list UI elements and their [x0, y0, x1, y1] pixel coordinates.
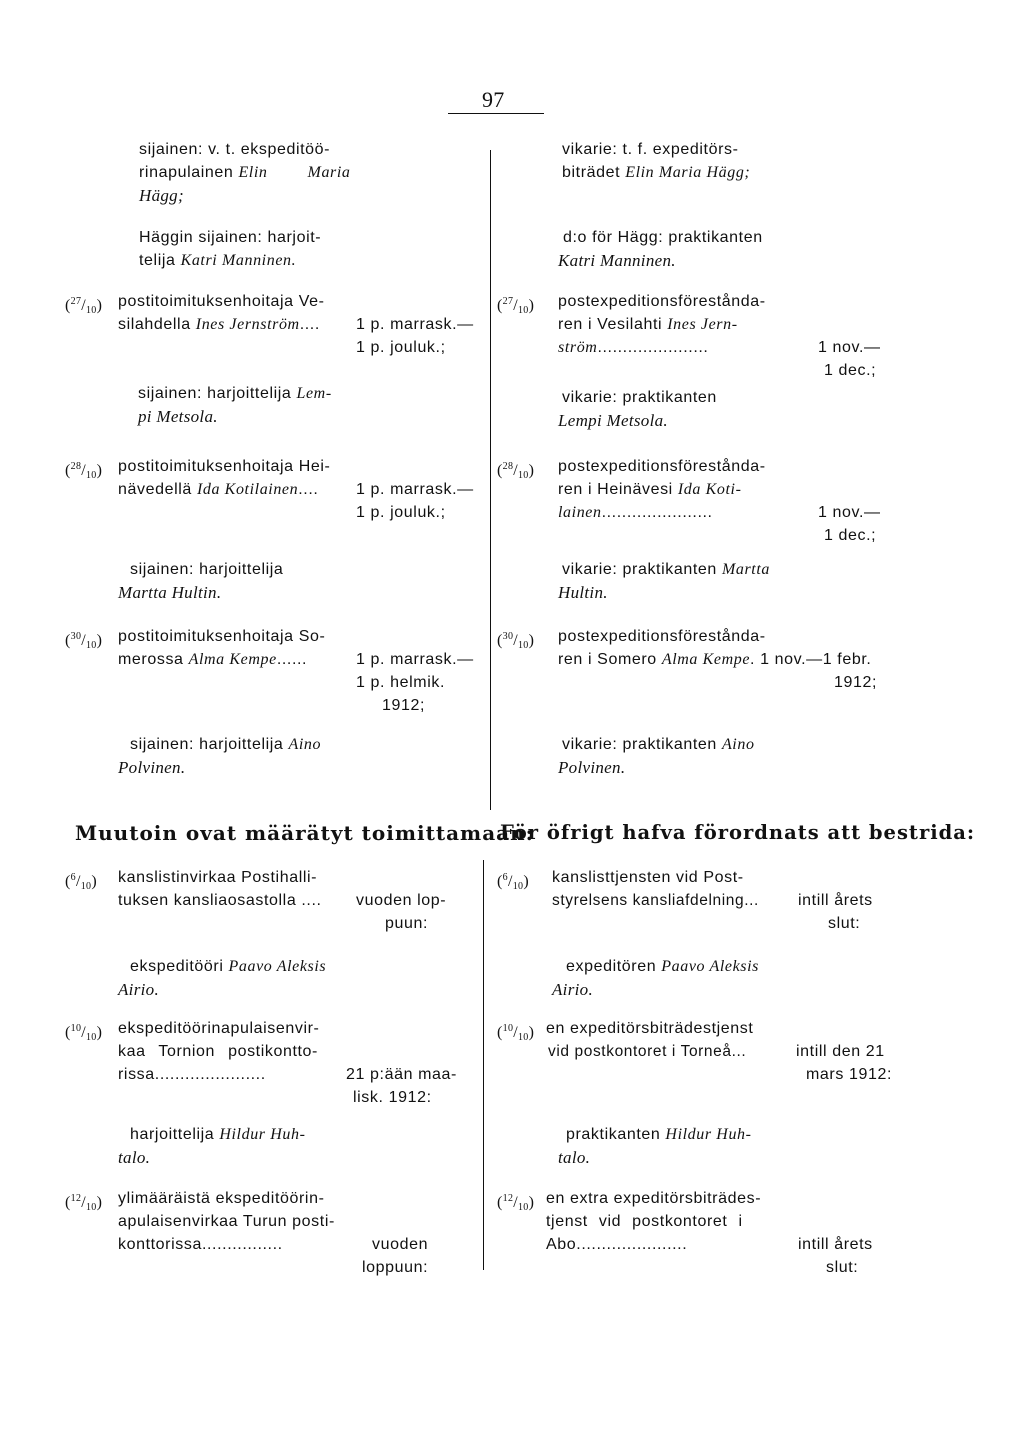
- sv-entry-line: kanslisttjensten vid Post-: [552, 869, 744, 886]
- person-name: Katri Manninen.: [558, 251, 676, 270]
- text: konttorissa: [118, 1236, 202, 1253]
- person-name: Aino: [288, 736, 322, 753]
- sv-substitute-line: [562, 733, 755, 756]
- sv-entry-line: vid postkontoret i Torneå...: [548, 1043, 747, 1060]
- leader-dots: ......: [276, 651, 308, 668]
- entry-date-fraction: $(^{12}/_{10})$: [497, 1193, 535, 1213]
- sv-period: 1 dec.;: [824, 362, 877, 379]
- sv-entry-line: tjenst vid postkontoret i: [546, 1213, 743, 1230]
- person-name: Paavo Aleksis: [661, 958, 759, 975]
- leader-dots: ................: [201, 1236, 283, 1253]
- sv-period: 1 dec.;: [824, 527, 877, 544]
- person-name: Elin Maria Hägg;: [625, 164, 751, 181]
- text: merossa: [118, 651, 189, 668]
- person-name: Hultin.: [558, 583, 608, 602]
- sv-substitute-line: [562, 558, 770, 581]
- sv-period: slut:: [828, 915, 861, 932]
- person-name: Ida Kotilainen: [196, 481, 299, 498]
- sv-period: slut:: [826, 1259, 859, 1276]
- fi-entry-line: postitoimituksenhoitaja Hei-: [118, 458, 331, 475]
- entry-date-fraction: $(^{10}/_{10})$: [65, 1023, 103, 1043]
- text: silahdella: [118, 316, 196, 333]
- fi-period: vuoden lop-: [356, 892, 447, 909]
- sv-entry-line: [558, 648, 871, 671]
- sv-appointee-line: [566, 1123, 752, 1146]
- person-name: Airio.: [552, 980, 593, 999]
- fi-entry-line: kanslistinvirkaa Postihalli-: [118, 869, 318, 886]
- fi-period: 1 p. helmik.: [356, 674, 446, 691]
- fi-substitute-line: [130, 558, 283, 581]
- text: sijainen: harjoittelija: [138, 385, 297, 402]
- person-name: Katri Manninen.: [180, 252, 297, 269]
- person-name: Maria: [307, 164, 351, 181]
- entry-date-fraction: $(^6/_{10})$: [497, 872, 529, 892]
- fi-entry-line: postitoimituksenhoitaja Ve-: [118, 293, 325, 310]
- fi-period: puun:: [385, 915, 429, 932]
- sv-period: 1912;: [834, 674, 878, 691]
- fi-period: vuoden: [372, 1236, 429, 1253]
- person-name: Paavo Aleksis: [228, 958, 327, 975]
- person-name: talo.: [118, 1148, 151, 1167]
- text: sijainen: harjoittelija: [130, 561, 284, 578]
- sv-period: 1 nov.—: [818, 339, 881, 356]
- text: sijainen: harjoittelija: [130, 736, 289, 753]
- leader-dots: ....: [299, 316, 320, 333]
- fi-entry-line: ylimääräistä ekspeditöörin-: [118, 1190, 325, 1207]
- text: rissa: [118, 1066, 155, 1083]
- sv-entry-line: [558, 478, 742, 501]
- person-name: Lem-: [296, 385, 332, 402]
- person-name: Hildur Huh-: [665, 1126, 752, 1143]
- sv-period: 1 nov.—: [818, 504, 881, 521]
- text: harjoittelija: [130, 1126, 220, 1143]
- text: Abo: [546, 1236, 577, 1253]
- fi-entry-line: [118, 313, 320, 336]
- fi-period: 1 p. marrask.—: [356, 481, 474, 498]
- text: ren i Somero: [558, 651, 662, 668]
- sv-entry-line: en extra expeditörsbiträdes-: [546, 1190, 762, 1207]
- entry-date-fraction: $(^{12}/_{10})$: [65, 1193, 103, 1213]
- fi-appointee-line: [130, 955, 326, 978]
- fi-entry-line: postitoimituksenhoitaja So-: [118, 628, 326, 645]
- fi-entry-line: [118, 648, 307, 671]
- person-name: Hägg;: [139, 186, 184, 205]
- leader-dots: ....: [298, 481, 319, 498]
- fi-period: 1 p. jouluk.;: [356, 339, 446, 356]
- fi-substitute-line: [139, 161, 351, 184]
- entry-date-fraction: $(^{30}/_{10})$: [65, 631, 103, 651]
- person-name: Elin: [238, 164, 268, 181]
- sv-period: intill årets: [798, 892, 873, 909]
- text: expeditören: [566, 958, 662, 975]
- fi-substitute-line: [138, 382, 332, 405]
- fi-appointee-line: [130, 1123, 306, 1146]
- person-name: talo.: [558, 1148, 591, 1167]
- fi-period: lisk. 1912:: [353, 1089, 432, 1106]
- sv-entry-line: [558, 501, 713, 524]
- sv-substitute-line: [562, 161, 750, 184]
- person-name: Ines Jernström: [195, 316, 300, 333]
- sv-period: intill den 21: [796, 1043, 885, 1060]
- column-divider-top: [490, 150, 491, 810]
- person-name: Lempi Metsola.: [558, 411, 668, 430]
- fi-entry-line: [118, 478, 318, 501]
- fi-entry-line: apulaisenvirkaa Turun posti-: [118, 1213, 335, 1230]
- text: vikarie: praktikanten: [562, 561, 722, 578]
- fi-entry-line: tuksen kansliaosastolla ....: [118, 892, 322, 909]
- sv-entry-line: postexpeditionsförestånda-: [558, 458, 766, 475]
- sv-entry-line: en expeditörsbiträdestjenst: [546, 1020, 754, 1037]
- text: praktikanten: [566, 1126, 666, 1143]
- fi-substitute-line: sijainen: v. t. ekspeditöö-: [139, 141, 331, 158]
- fi-entry-line: kaa Tornion postikontto-: [118, 1043, 318, 1060]
- person-name: Polvinen.: [558, 758, 626, 777]
- entry-date-fraction: $(^{28}/_{10})$: [497, 461, 535, 481]
- person-name: Martta: [721, 561, 770, 578]
- person-name: Ida Koti-: [677, 481, 742, 498]
- fi-section-heading: Muutoin ovat määrätyt toimittamaan:: [75, 821, 535, 845]
- person-name: Polvinen.: [118, 758, 186, 777]
- text: ekspeditööri: [130, 958, 229, 975]
- column-divider-bottom: [483, 860, 484, 1270]
- sv-entry-line: [558, 336, 708, 359]
- text: ren i Vesilahti: [558, 316, 668, 333]
- person-name: Airio.: [118, 980, 159, 999]
- entry-date-fraction: $(^6/_{10})$: [65, 872, 97, 892]
- text: vikarie: praktikanten: [562, 736, 722, 753]
- fi-entry-line: [118, 1063, 266, 1086]
- fi-entry-line: ekspeditöörinapulaisenvir-: [118, 1020, 320, 1037]
- text: ren i Heinävesi: [558, 481, 678, 498]
- fi-substitute-line: [139, 249, 296, 272]
- sv-period: intill årets: [798, 1236, 873, 1253]
- leader-dots: ......................: [597, 339, 709, 356]
- text: . 1 nov.—1 febr.: [750, 651, 872, 668]
- text: biträdet: [562, 164, 626, 181]
- entry-date-fraction: $(^{27}/_{10})$: [497, 296, 535, 316]
- sv-substitute-line: vikarie: t. f. expeditörs-: [562, 141, 739, 158]
- leader-dots: ......................: [154, 1066, 266, 1083]
- person-name: Alma Kempe: [188, 651, 277, 668]
- page-number: 97: [482, 87, 505, 112]
- person-name: pi Metsola.: [138, 407, 218, 426]
- person-name: Alma Kempe: [661, 651, 751, 668]
- fi-entry-line: [118, 1233, 283, 1256]
- entry-date-fraction: $(^{27}/_{10})$: [65, 296, 103, 316]
- sv-substitute-line: vikarie: praktikanten: [562, 389, 717, 406]
- person-name: lainen: [558, 504, 602, 521]
- sv-entry-line: postexpeditionsförestånda-: [558, 293, 766, 310]
- fi-period: 21 p:ään maa-: [346, 1066, 457, 1083]
- sv-entry-line: styrelsens kansliafdelning...: [552, 892, 759, 909]
- sv-appointee-line: [566, 955, 759, 978]
- fi-period: 1 p. marrask.—: [356, 651, 474, 668]
- person-name: Aino: [721, 736, 755, 753]
- person-name: Martta Hultin.: [118, 583, 222, 602]
- leader-dots: ......................: [601, 504, 713, 521]
- sv-period: mars 1912:: [806, 1066, 893, 1083]
- entry-date-fraction: $(^{10}/_{10})$: [497, 1023, 535, 1043]
- fi-period: 1 p. jouluk.;: [356, 504, 446, 521]
- sv-substitute-line: d:o för Hägg: praktikanten: [563, 229, 763, 246]
- person-name: ström: [558, 339, 598, 356]
- sv-entry-line: [546, 1233, 687, 1256]
- person-name: Hildur Huh-: [219, 1126, 306, 1143]
- text: nävedellä: [118, 481, 197, 498]
- fi-period: 1 p. marrask.—: [356, 316, 474, 333]
- fi-period: 1912;: [382, 697, 426, 714]
- header-rule: [448, 113, 544, 114]
- fi-substitute-line: [130, 733, 321, 756]
- fi-period: loppuun:: [362, 1259, 429, 1276]
- text: rinapulainen: [139, 164, 239, 181]
- fi-substitute-line: Häggin sijainen: harjoit-: [139, 229, 322, 246]
- sv-entry-line: [558, 313, 738, 336]
- sv-entry-line: postexpeditionsförestånda-: [558, 628, 766, 645]
- leader-dots: ......................: [576, 1236, 688, 1253]
- sv-section-heading: För öfrigt hafva förordnats att bestrida:: [500, 821, 976, 844]
- text: telija: [139, 252, 181, 269]
- entry-date-fraction: $(^{30}/_{10})$: [497, 631, 535, 651]
- entry-date-fraction: $(^{28}/_{10})$: [65, 461, 103, 481]
- person-name: Ines Jern-: [667, 316, 738, 333]
